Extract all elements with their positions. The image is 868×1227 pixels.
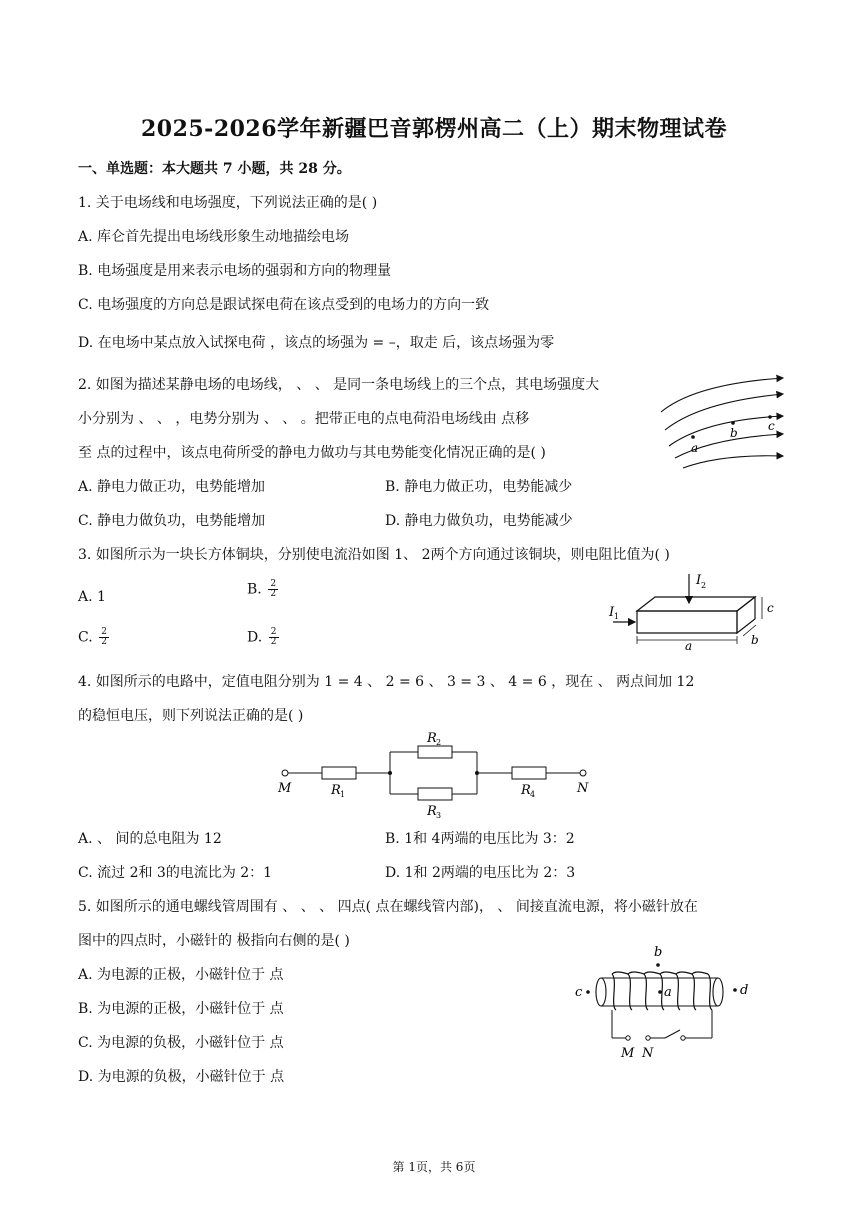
q4-label-r2: R bbox=[427, 731, 437, 746]
q3-option-c-label: C. bbox=[78, 629, 93, 646]
q3-current-i1: I bbox=[609, 605, 615, 620]
q3-option-b bbox=[247, 580, 278, 599]
q3-option-a: A. 1 bbox=[78, 589, 106, 605]
q2-point-a: a bbox=[691, 441, 699, 455]
q1-stem: 1. 关于电场线和电场强度，下列说法正确的是( ) bbox=[78, 195, 378, 211]
q2-field-lines-figure bbox=[655, 372, 790, 472]
q4-terminal-m: M bbox=[278, 781, 292, 796]
q2-stem-line1: 2. 如图为描述某静电场的电场线， 、 、 是同一条电场线上的三个点，其电场强度大 bbox=[78, 377, 600, 393]
q2-point-b: b bbox=[730, 426, 738, 440]
q3-option-c bbox=[78, 628, 109, 647]
q2-option-c: C. 静电力做负功，电势能增加 bbox=[78, 513, 266, 529]
q4-label-r4-sub: 4 bbox=[530, 790, 536, 799]
q3-current-i2: I bbox=[696, 573, 702, 588]
q4-label-r1-sub: 1 bbox=[340, 790, 346, 799]
page-footer: 第 1页，共 6页 bbox=[392, 1160, 476, 1174]
q4-option-a: A. 、 间的总电阻为 12 bbox=[78, 831, 222, 847]
q3-stem: 3. 如图所示为一块长方体铜块，分别使电流沿如图 1、 2两个方向通过该铜块，则电阻比值为( ) bbox=[78, 547, 670, 563]
q5-point-a: a bbox=[664, 985, 672, 1000]
q2-stem-line2: 小分别为 、 、 ，电势分别为 、 、 。把带正电的点电荷沿电场线由 点移 bbox=[78, 411, 530, 427]
q2-point-c: c bbox=[768, 419, 775, 433]
q4-label-r4: R bbox=[521, 783, 531, 798]
section-heading: 一、单选题：本大题共 7 小题，共 28 分。 bbox=[78, 161, 351, 177]
q5-stem-line2: 图中的四点时，小磁针的 极指向右侧的是( ) bbox=[78, 933, 350, 949]
q5-option-a: A. 为电源的正极，小磁针位于 点 bbox=[78, 967, 284, 983]
q4-label-r1: R bbox=[331, 783, 341, 798]
page-title: 2025-2026学年新疆巴音郭楞州高二（上）期末物理试卷 bbox=[140, 116, 728, 142]
q3-dim-c: c bbox=[767, 601, 774, 615]
q4-label-r3: R bbox=[427, 804, 437, 818]
q3-option-b-label: B. bbox=[247, 581, 262, 598]
q3-option-d-label: D. bbox=[247, 629, 263, 646]
q1-option-c: C. 电场强度的方向总是跟试探电荷在该点受到的电场力的方向一致 bbox=[78, 297, 490, 313]
q4-option-c: C. 流过 2和 3的电流比为 2：1 bbox=[78, 865, 273, 881]
q5-point-b: b bbox=[654, 945, 663, 960]
q2-option-a: A. 静电力做正功，电势能增加 bbox=[78, 479, 266, 495]
q4-terminal-n: N bbox=[577, 781, 589, 796]
q5-stem-line1: 5. 如图所示的通电螺线管周围有 、 、 、 四点( 点在螺线管内部)， 、 间接直流电源，将小磁针放在 bbox=[78, 899, 698, 915]
q4-stem-line1: 4. 如图所示的电路中，定值电阻分别为 1 = 4 、 2 = 6 、 3 = 3 、 4 = 6 ，现在 、 两点间加 12 bbox=[78, 674, 695, 690]
q3-current-i2-sub: 2 bbox=[701, 581, 707, 590]
q3-option-d bbox=[247, 628, 279, 647]
q1-option-b: B. 电场强度是用来表示电场的强弱和方向的物理量 bbox=[78, 263, 392, 279]
q2-stem-line3: 至 点的过程中，该点电荷所受的静电力做功与其电势能变化情况正确的是( ) bbox=[78, 445, 546, 461]
q5-option-c: C. 为电源的负极，小磁针位于 点 bbox=[78, 1035, 284, 1051]
q3-option-c-fraction: $\frac{2}{2}$ bbox=[99, 628, 109, 647]
q4-label-r3-sub: 3 bbox=[436, 811, 442, 818]
q3-current-i1-sub: 1 bbox=[614, 612, 620, 621]
q4-circuit-figure bbox=[270, 728, 600, 818]
q3-option-d-fraction: $\frac{2}{2}$ bbox=[269, 628, 279, 647]
q1-option-a: A. 库仑首先提出电场线形象生动地描绘电场 bbox=[78, 229, 350, 245]
q4-label-r2-sub: 2 bbox=[436, 738, 442, 747]
q2-option-d: D. 静电力做负功，电势能减少 bbox=[385, 513, 573, 529]
q1-option-d: D. 在电场中某点放入试探电荷 ，该点的场强为 = –，取走 后，该点场强为零 bbox=[78, 335, 555, 351]
q2-option-b: B. 静电力做正功，电势能减少 bbox=[385, 479, 573, 495]
q3-dim-b: b bbox=[751, 633, 759, 647]
q5-solenoid-figure bbox=[570, 940, 760, 1065]
q4-option-d: D. 1和 2两端的电压比为 2：3 bbox=[385, 865, 576, 881]
q5-option-b: B. 为电源的正极，小磁针位于 点 bbox=[78, 1001, 284, 1017]
q4-option-b: B. 1和 4两端的电压比为 3：2 bbox=[385, 831, 575, 847]
q3-dim-a: a bbox=[685, 639, 693, 653]
q5-terminal-n: N bbox=[642, 1046, 654, 1061]
q5-point-c: c bbox=[575, 985, 583, 1000]
q5-point-d: d bbox=[740, 983, 749, 998]
q3-option-b-fraction: $\frac{2}{2}$ bbox=[268, 580, 278, 599]
q5-terminal-m: M bbox=[621, 1046, 635, 1061]
q4-stem-line2: 的稳恒电压，则下列说法正确的是( ) bbox=[78, 708, 304, 724]
q5-option-d: D. 为电源的负极，小磁针位于 点 bbox=[78, 1069, 285, 1085]
q3-copper-block-figure bbox=[605, 570, 785, 655]
